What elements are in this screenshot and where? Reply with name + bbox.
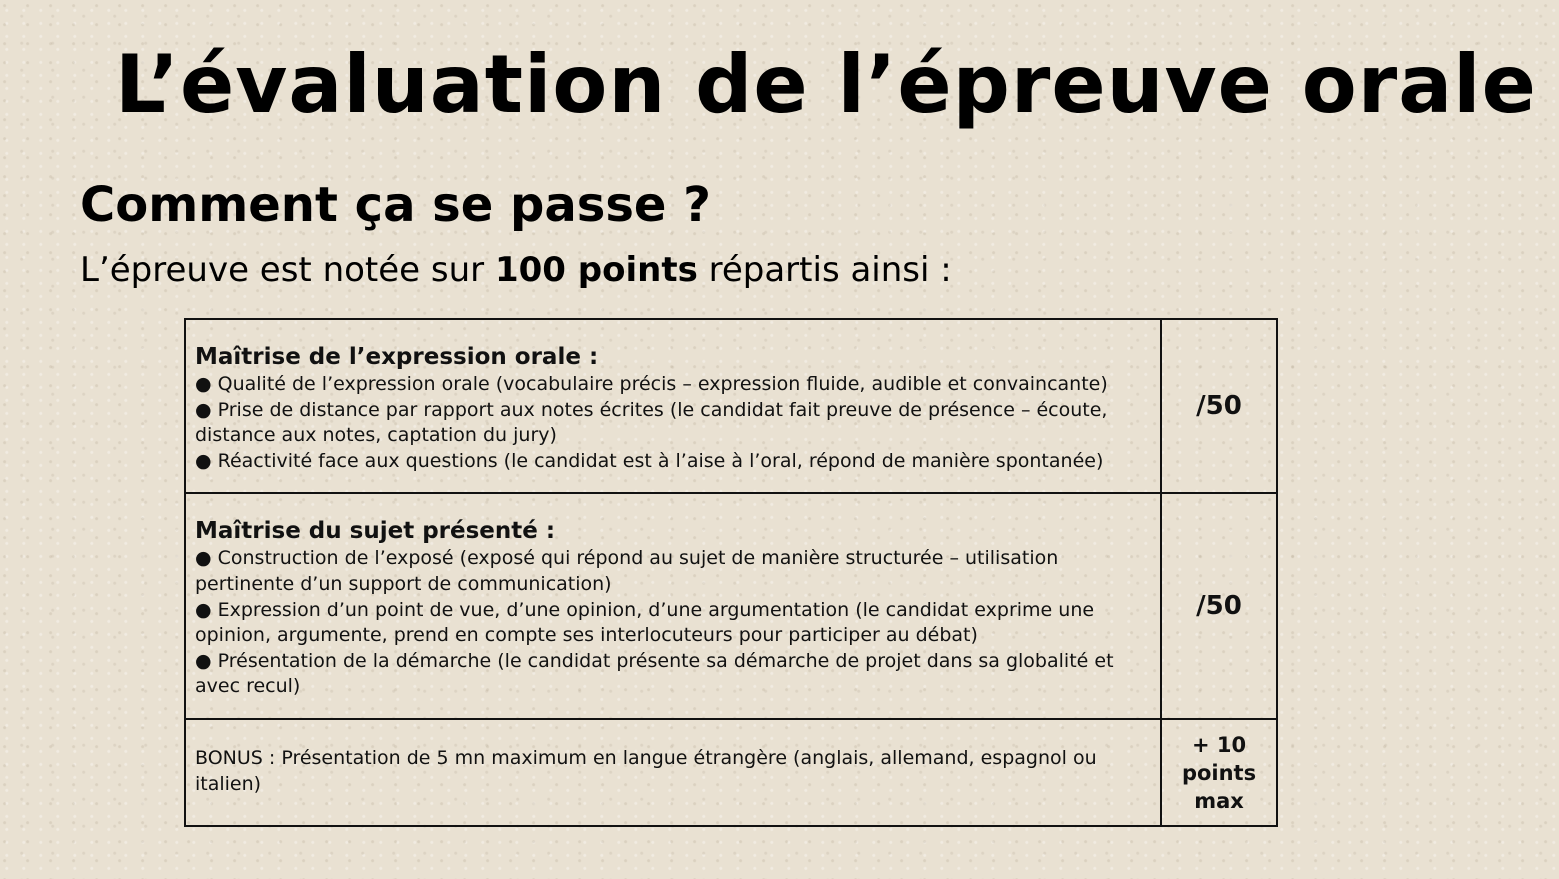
- criteria-description: [185, 493, 1161, 719]
- bonus-score-line: max: [1194, 788, 1244, 813]
- page-title: L’évaluation de l’épreuve orale: [115, 38, 1537, 131]
- intro-points: 100 points: [494, 250, 698, 290]
- criteria-heading: Maîtrise du sujet présenté :: [195, 518, 556, 545]
- criteria-description: [185, 319, 1161, 493]
- bonus-label: BONUS: [195, 746, 263, 769]
- criteria-bullet: ● Qualité de l’expression orale (vocabulaire précis – expression fluide, audible et convaincante): [195, 373, 1108, 395]
- criteria-bullet: ● Prise de distance par rapport aux notes écrites (le candidat fait preuve de présence – écoute, distance aux notes, captation du jury): [195, 398, 1108, 447]
- criteria-row-bonus: [185, 719, 1277, 826]
- criteria-row-sujet: [185, 493, 1277, 719]
- bonus-description: [185, 719, 1161, 826]
- criteria-score: /50: [1161, 493, 1277, 719]
- bonus-score-line: + 10: [1191, 732, 1247, 757]
- section-subtitle: Comment ça se passe ?: [80, 177, 712, 233]
- intro-text: [80, 247, 952, 293]
- criteria-bullet: ● Expression d’un point de vue, d’une opinion, d’une argumentation (le candidat exprime une opinion, argumente, prend en compte ses interlocuteurs pour participer au débat): [195, 598, 1095, 647]
- criteria-bullet: ● Présentation de la démarche (le candidat présente sa démarche de projet dans sa globalité et avec recul): [195, 649, 1114, 698]
- bonus-score-line: points: [1181, 760, 1257, 785]
- bonus-score: [1161, 719, 1277, 826]
- intro-after: répartis ainsi :: [697, 250, 952, 290]
- evaluation-table: [184, 318, 1278, 827]
- criteria-heading: Maîtrise de l’expression orale :: [195, 344, 599, 370]
- criteria-bullet: ● Réactivité face aux questions (le candidat est à l’aise à l’oral, répond de manière spontanée): [195, 449, 1104, 472]
- criteria-score: /50: [1161, 319, 1277, 493]
- intro-before: L’épreuve est notée sur: [80, 250, 495, 290]
- criteria-row-expression: [185, 319, 1277, 493]
- bonus-text: : Présentation de 5 mn maximum en langue étrangère (anglais, allemand, espagnol ou italien): [195, 746, 1097, 795]
- criteria-bullet: ● Construction de l’exposé (exposé qui répond au sujet de manière structurée – utilisation pertinente d’un support de communication): [195, 547, 1059, 595]
